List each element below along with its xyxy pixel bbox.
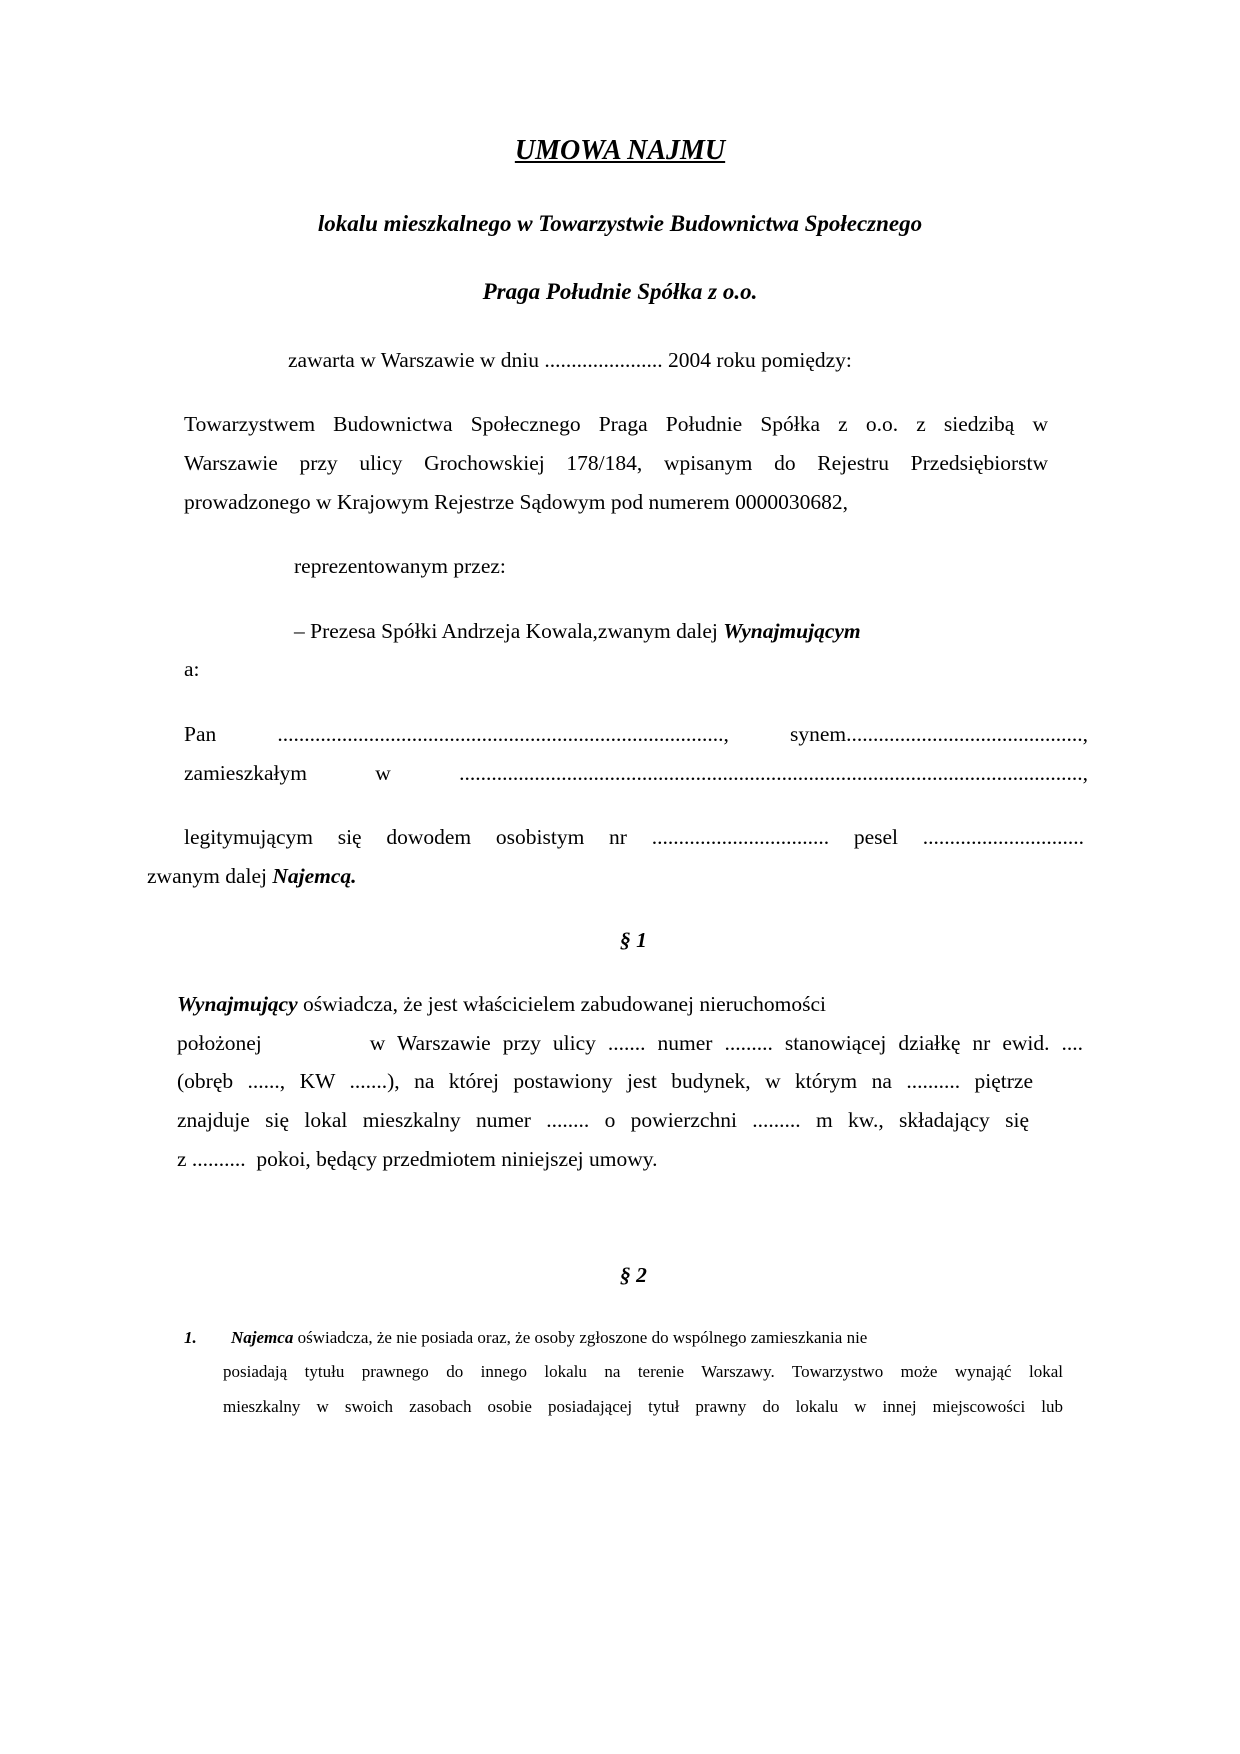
section-1-term: Wynajmujący xyxy=(177,992,298,1016)
contract-place-date: zawarta w Warszawie w dniu ...................... 2004 roku pomiędzy: xyxy=(288,348,852,372)
section-2-heading: § 2 xyxy=(620,1263,647,1287)
section-1-line-2: położonej w Warszawie przy ulicy ....... numer ......... stanowiącej działkę nr ewid. .... xyxy=(177,1031,1083,1055)
section-1-line-1-text: oświadcza, że jest właścicielem zabudowanej nieruchomości xyxy=(297,992,826,1016)
section-1-heading: § 1 xyxy=(620,928,647,952)
section-1-line-4: znajduje się lokal mieszkalny numer ........ o powierzchni ......... m kw., składający się xyxy=(177,1108,1029,1132)
representative xyxy=(294,618,861,644)
section-2-item-1-line-1-text: oświadcza, że nie posiada oraz, że osoby zgłoszone do wspólnego zamieszkania nie xyxy=(293,1328,868,1347)
section-1-line-1 xyxy=(177,991,826,1017)
section-2-item-1-number: 1. xyxy=(184,1328,197,1347)
section-2-item-1-line-1 xyxy=(231,1326,867,1350)
party-2-called xyxy=(147,863,357,889)
company-name: Praga Południe Spółka z o.o. xyxy=(482,279,758,304)
section-1-line-5: z .......... pokoi, będący przedmiotem niniejszej umowy. xyxy=(177,1147,658,1171)
document-title: UMOWA NAJMU xyxy=(514,135,726,166)
party-1-line-1: Towarzystwem Budownictwa Społecznego Praga Południe Spółka z o.o. z siedzibą w xyxy=(184,412,1048,436)
represented-by: reprezentowanym przez: xyxy=(294,554,506,578)
representative-term: Wynajmującym xyxy=(723,619,861,643)
section-1-line-3: (obręb ......, KW .......), na której postawiony jest budynek, w którym na .......... piętrze xyxy=(177,1069,1033,1093)
document-subtitle: lokalu mieszkalnego w Towarzystwie Budownictwa Społecznego xyxy=(317,211,923,236)
and-label: a: xyxy=(184,657,200,681)
party-2-line-2: zamieszkałym w ...................................................................................................................., xyxy=(184,761,1088,785)
section-2-item-1-line-3: mieszkalny w swoich zasobach osobie posiadającej tytuł prawny do lokalu w innej miejscowości lub xyxy=(223,1397,1063,1416)
representative-text: – Prezesa Spółki Andrzeja Kowala,zwanym dalej xyxy=(294,619,724,643)
party-2-called-text: zwanym dalej xyxy=(147,864,273,888)
section-2-item-1-line-2: posiadają tytułu prawnego do innego lokalu na terenie Warszawy. Towarzystwo może wynająć lokal xyxy=(223,1362,1063,1381)
party-2-line-3: legitymującym się dowodem osobistym nr ................................. pesel .............................. xyxy=(184,825,1084,849)
party-2-term: Najemcą. xyxy=(272,864,357,888)
party-1-line-2: Warszawie przy ulicy Grochowskiej 178/184, wpisanym do Rejestru Przedsiębiorstw xyxy=(184,451,1048,475)
party-2-line-1: Pan ..................................................................................., synem............................................, xyxy=(184,722,1088,746)
party-1-line-3: prowadzonego w Krajowym Rejestrze Sądowym pod numerem 0000030682, xyxy=(184,490,848,514)
section-2-item-1-term: Najemca xyxy=(231,1328,294,1347)
